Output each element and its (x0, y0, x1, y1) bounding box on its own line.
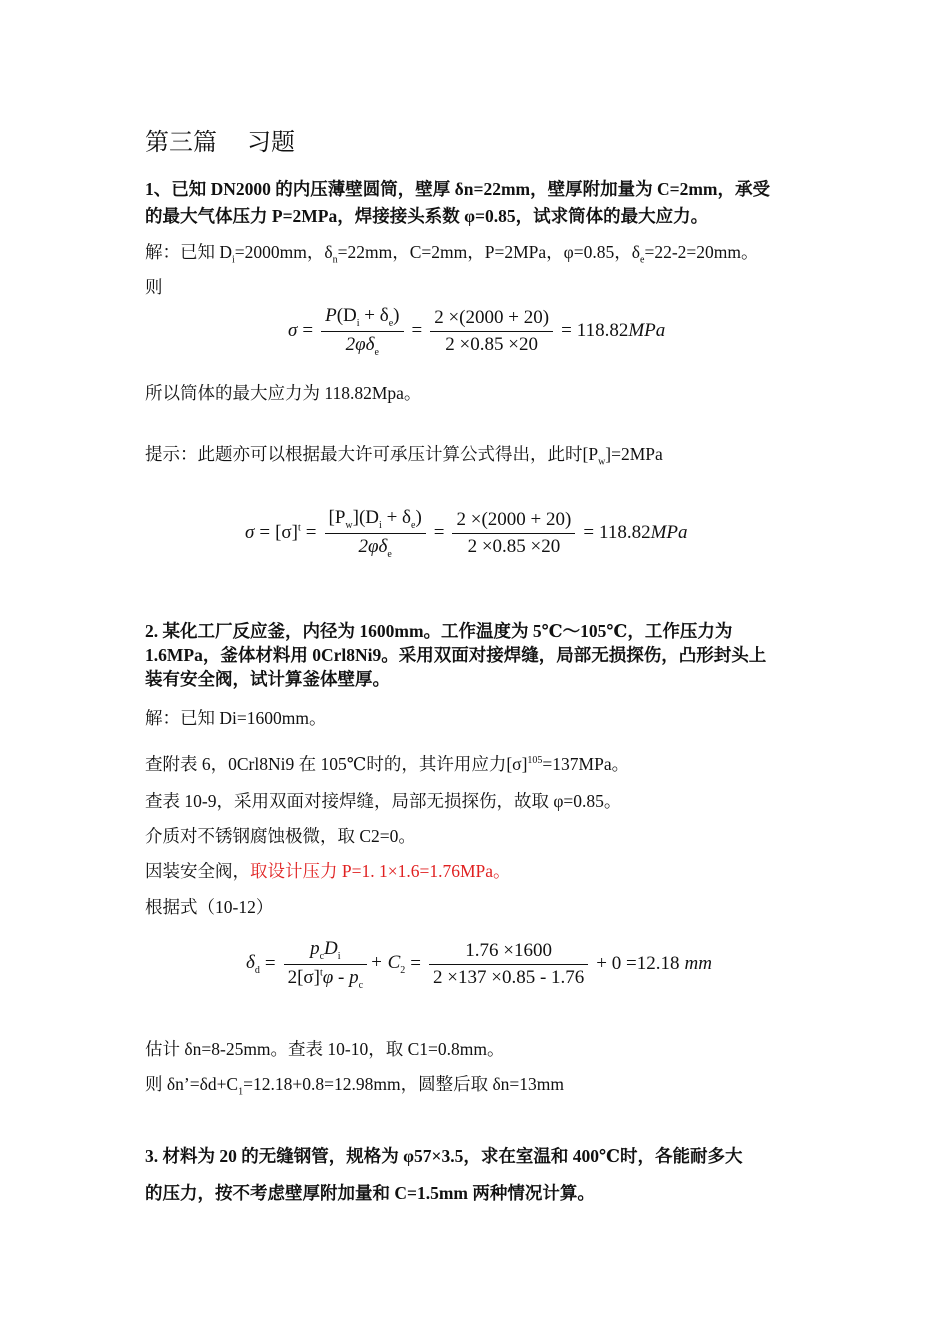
q3-line1: 3. 材料为 20 的无缝钢管，规格为 φ57×3.5，求在室温和 400℃时，各能耐多大 (145, 1146, 743, 1166)
q1-equation-1: σ = $\frac{P(D_i + \delta_e)}{2\varphi\delta_e}$ = $\frac{2 \times(2000 + 20)}{2 \times 0.85 \times 20}$ = 118.82 MPa (288, 305, 666, 358)
q2-equation: $\delta_d$ = $\frac{p_cD_i}{2[\sigma]^t\varphi - p_c}$ + $C_2$ = $\frac{1.76 \times 1600}{2 \times 137 \times 0.85 - 1.76}$ + 0 =12.18 mm (246, 938, 712, 991)
q2-step-7: 则 $\delta n’=\delta d+C_1=12.18+0.8=12.98mm$，圆整后取 δn=13mm (145, 1074, 565, 1098)
q2-line3: 装有安全阀，试计算釜体壁厚。 (145, 669, 390, 689)
q1-hint: 提示：此题亦可以根据最大许可承压计算公式得出，此时$[P_w]=2MPa$ (145, 444, 663, 468)
q2-solution: 解：已知 Di=1600mm。 (145, 708, 327, 728)
q1-conclusion: 所以筒体的最大应力为 118.82Mpa。 (145, 383, 422, 403)
q1-solution: 解：已知 $D_i=2000mm$，$\delta_n=22mm$，C=2mm，P=2MPa，φ=0.85，$\delta_e=22-2=20mm$。 (145, 242, 759, 266)
design-pressure-highlight: 取设计压力 P=1. 1×1.6=1.76MPa。 (250, 861, 511, 881)
q2-step-5: 根据式（10-12） (145, 897, 274, 917)
q1-line2: 的最大气体压力 P=2MPa，焊接接头系数 φ=0.85，试求筒体的最大应力。 (145, 206, 709, 226)
q2-step-3: 介质对不锈钢腐蚀极微，取 C2=0。 (145, 826, 416, 846)
q1-then: 则 (145, 277, 163, 297)
q2-step-1: 查附表 6，0Crl8Ni9 在 105℃时的，其许用应力$[\sigma]^{105}=137MPa$。 (145, 754, 630, 774)
page-title: 第三篇 习题 (145, 130, 295, 156)
eq1-fraction-numeric: $\frac{2 \times(2000 + 20)}{2 \times 0.85 \times 20}$ (430, 307, 553, 356)
q2-line2: 1.6MPa，釜体材料用 0Crl8Ni9。采用双面对接焊缝，局部无损探伤，凸形封头上 (145, 645, 767, 665)
eq2-fraction-numeric: $\frac{2 \times(2000 + 20)}{2 \times 0.85 \times 20}$ (452, 509, 575, 558)
q2-line1: 2. 某化工厂反应釜，内径为 1600mm。工作温度为 5℃～105℃，工作压力为 (145, 621, 733, 641)
eq2-fraction-symbolic: $\frac{[P_w](D_i + \delta_e)}{2\varphi\delta_e}$ (325, 507, 426, 560)
eq3-fraction-symbolic: $\frac{p_cD_i}{2[\sigma]^t\varphi - p_c}$ (284, 938, 367, 991)
q3-line2: 的压力，按不考虑壁厚附加量和 C=1.5mm 两种情况计算。 (145, 1183, 595, 1203)
q2-step-6: 估计 δn=8-25mm。查表 10-10，取 C1=0.8mm。 (145, 1039, 505, 1059)
q2-step-2: 查表 10-9，采用双面对接焊缝，局部无损探伤，故取 φ=0.85。 (145, 791, 622, 811)
eq3-fraction-numeric: $\frac{1.76 \times 1600}{2 \times 137 \times 0.85 - 1.76}$ (429, 940, 588, 989)
q1-equation-2: σ = $[\sigma]^t$ = $\frac{[P_w](D_i + \delta_e)}{2\varphi\delta_e}$ = $\frac{2 \times(2000 + 20)}{2 \times 0.85 \times 20}$ = 118.82 MPa (245, 507, 688, 560)
q2-step-4: 因装安全阀，取设计压力 P=1. 1×1.6=1.76MPa。 (145, 861, 511, 881)
q1-line1: 1、已知 DN2000 的内压薄壁圆筒，壁厚 δn=22mm，壁厚附加量为 C=2mm，承受 (145, 179, 770, 199)
eq1-fraction-symbolic: $\frac{P(D_i + \delta_e)}{2\varphi\delta_e}$ (321, 305, 403, 358)
